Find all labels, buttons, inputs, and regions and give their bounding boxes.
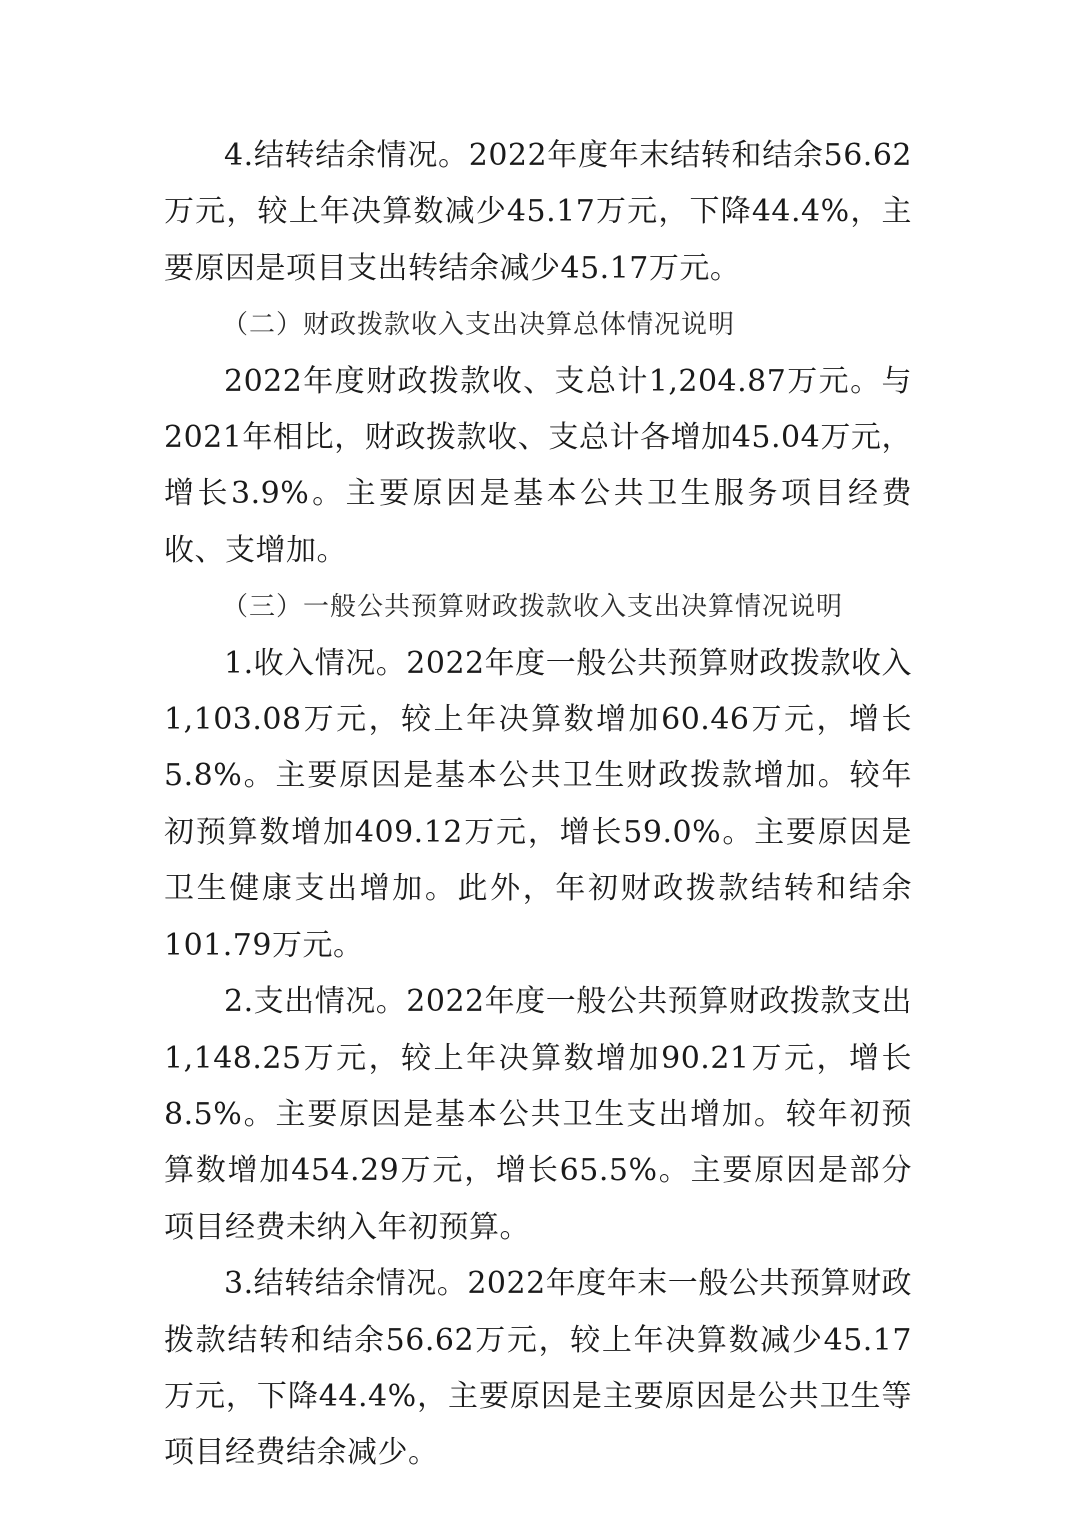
section-heading-general-budget: （三）一般公共预算财政拨款收入支出决算情况说明 — [222, 592, 844, 623]
paragraph-general-carryover: 3.结转结余情况。2022年度年末一般公共预算财政拨款结转和结余56.62万元，较上年决算数减少45.17万元，下降44.4%，主要原因是主要原因是公共卫生等项目经费结余减少。 — [164, 1266, 912, 1471]
document-page — [164, 128, 912, 1482]
paragraph-carryover-balance: 4.结转结余情况。2022年度年末结转和结余56.62万元，较上年决算数减少45.17万元，下降44.4%，主要原因是项目支出转结余减少45.17万元。 — [164, 138, 912, 286]
section-heading-fiscal-overview: （二）财政拨款收入支出决算总体情况说明 — [222, 310, 736, 341]
paragraph-expenditure: 2.支出情况。2022年度一般公共预算财政拨款支出1,148.25万元，较上年决算数增加90.21万元，增长8.5%。主要原因是基本公共卫生支出增加。较年初预算数增加454.29万元，增长65.5%。主要原因是部分项目经费未纳入年初预算。 — [164, 984, 912, 1245]
paragraph-fiscal-total: 2022年度财政拨款收、支总计1,204.87万元。与2021年相比，财政拨款收、支总计各增加45.04万元，增长3.9%。主要原因是基本公共卫生服务项目经费收、支增加。 — [164, 363, 912, 568]
paragraph-income: 1.收入情况。2022年度一般公共预算财政拨款收入1,103.08万元，较上年决算数增加60.46万元，增长5.8%。主要原因是基本公共卫生财政拨款增加。较年初预算数增加409.12万元，增长59.0%。主要原因是卫生健康支出增加。此外，年初财政拨款结转和结余101.79万元。 — [164, 645, 912, 963]
